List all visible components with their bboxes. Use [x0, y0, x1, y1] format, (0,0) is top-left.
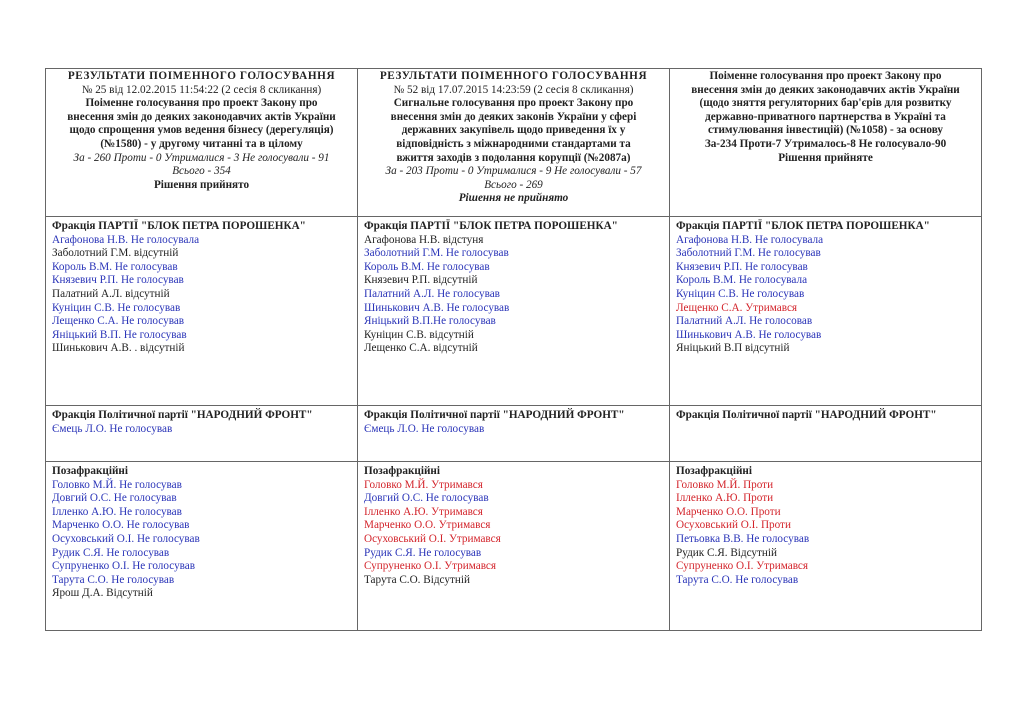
deputy-vote-entry: Ілленко А.Ю. Проти — [676, 492, 774, 505]
deputy-vote-entry: Осуховський О.І. Утримався — [364, 532, 501, 545]
bpp-faction-row — [46, 217, 982, 406]
deputy-vote-entry: Петьовка В.В. Не голосував — [676, 532, 810, 545]
faction-title: Фракція ПАРТІЇ "БЛОК ПЕТРА ПОРОШЕНКА" — [52, 220, 306, 232]
deputy-vote-entry: Довгий О.С. Не голосував — [364, 492, 489, 505]
header-line: № 25 від 12.02.2015 11:54:22 (2 сесія 8 скликання) — [81, 83, 322, 96]
header-row — [46, 69, 982, 217]
deputy-vote-entry: Шинькович А.В. Не голосував — [676, 328, 822, 341]
deputy-vote-entry: Рудик С.Я. Не голосував — [364, 546, 482, 559]
deputy-vote-entry: Заболотний Г.М. Не голосував — [676, 247, 821, 260]
faction-title: Позафракційні — [364, 465, 440, 477]
deputy-vote-entry: Рудик С.Я. Відсутній — [676, 546, 777, 559]
header-line: Рішення прийняте — [778, 151, 873, 164]
header-line: щодо спрощення умов ведення бізнесу (дерегуляція) — [69, 124, 334, 137]
deputy-vote-entry: Палатний А.Л. Не голосував — [364, 287, 500, 300]
deputy-vote-entry: Ілленко А.Ю. Утримався — [364, 505, 483, 518]
deputy-vote-entry: Головко М.Й. Проти — [676, 478, 774, 491]
faction-cell — [46, 406, 358, 462]
header-line: внесення змін до деяких законодавчих актів України — [691, 83, 960, 96]
deputy-vote-entry: Головко М.Й. Утримався — [364, 478, 483, 491]
faction-title: Фракція ПАРТІЇ "БЛОК ПЕТРА ПОРОШЕНКА" — [676, 220, 930, 232]
deputy-vote-entry: Осуховський О.І. Не голосував — [52, 532, 200, 545]
deputy-vote-entry: Ємець Л.О. Не голосував — [52, 422, 173, 435]
deputy-vote-entry: Князевич Р.П. Не голосував — [676, 260, 808, 273]
faction-cell — [358, 217, 670, 406]
vote-header-cell — [358, 69, 670, 217]
deputy-vote-entry: Головко М.Й. Не голосував — [52, 478, 182, 491]
deputy-vote-entry: Лещенко С.А. відсутній — [364, 342, 478, 355]
header-line: РЕЗУЛЬТАТИ ПОІМЕННОГО ГОЛОСУВАННЯ — [379, 70, 648, 82]
header-line: Всього - 354 — [172, 165, 231, 178]
deputy-vote-entry: Марченко О.О. Утримався — [364, 519, 491, 532]
deputy-vote-entry: Яніцький В.П.Не голосував — [364, 315, 496, 328]
faction-title: Позафракційні — [676, 465, 752, 477]
header-line: державно-приватного партнерства в Україні та — [705, 110, 946, 123]
deputy-vote-entry: Куніцин С.В. Не голосував — [52, 301, 181, 314]
deputy-vote-entry: Куніцин С.В. відсутній — [364, 328, 474, 341]
header-line: Поіменне голосування про проект Закону про — [709, 70, 942, 82]
deputy-vote-entry: Палатний А.Л. відсутній — [52, 287, 170, 300]
header-line: внесення змін до деяких законів України у сфері — [390, 110, 637, 123]
vote-header-cell — [670, 69, 982, 217]
deputy-vote-entry: Тарута С.О. Не голосував — [52, 573, 175, 586]
header-line: За - 203 Проти - 0 Утрималися - 9 Не голосували - 57 — [385, 165, 642, 178]
header-line: За - 260 Проти - 0 Утрималися - 3 Не голосували - 91 — [73, 151, 330, 164]
deputy-vote-entry: Король В.М. Не голосувала — [676, 274, 808, 287]
header-line: стимулювання інвестицій) (№1058) - за основу — [707, 124, 944, 137]
deputy-vote-entry: Супруненко О.І. Не голосував — [52, 560, 196, 573]
deputy-vote-entry: Лещенко С.А. Не голосував — [52, 315, 185, 328]
deputy-vote-entry: Шинькович А.В. . відсутній — [52, 342, 185, 355]
faction-title: Фракція Політичної партії "НАРОДНИЙ ФРОНТ" — [364, 409, 625, 421]
faction-cell — [358, 462, 670, 631]
deputy-vote-entry: Марченко О.О. Проти — [676, 505, 781, 518]
deputy-vote-entry: Агафонова Н.В. Не голосувала — [52, 233, 200, 246]
deputy-vote-entry: Князевич Р.П. Не голосував — [52, 274, 184, 287]
header-line: державних закупівель щодо приведення їх у — [401, 124, 626, 137]
header-line: (№1580) - у другому читанні та в цілому — [100, 137, 303, 150]
nf-faction-row — [46, 406, 982, 462]
header-line: (щодо зняття регуляторних бар'єрів для розвитку — [699, 97, 952, 110]
vote-header-cell — [46, 69, 358, 217]
header-line: За-234 Проти-7 Утрималось-8 Не голосувало-90 — [704, 137, 947, 150]
deputy-vote-entry: Король В.М. Не голосував — [52, 260, 178, 273]
faction-title: Фракція Політичної партії "НАРОДНИЙ ФРОНТ" — [52, 409, 313, 421]
header-line: № 52 від 17.07.2015 14:23:59 (2 сесія 8 скликання) — [393, 83, 634, 96]
deputy-vote-entry: Заболотний Г.М. Не голосував — [364, 247, 509, 260]
header-line: Сигнальне голосування про проект Закону про — [393, 97, 634, 110]
deputy-vote-entry: Ярош Д.А. Відсутній — [52, 587, 153, 600]
header-line: РЕЗУЛЬТАТИ ПОІМЕННОГО ГОЛОСУВАННЯ — [67, 70, 336, 82]
header-line: внесення змін до деяких законодавчих актів України — [67, 110, 336, 123]
deputy-vote-entry: Яніцький В.П. Не голосував — [52, 328, 187, 341]
deputy-vote-entry: Осуховський О.І. Проти — [676, 519, 791, 532]
deputy-vote-entry: Палатний А.Л. Не голосовав — [676, 315, 813, 328]
deputy-vote-entry: Супруненко О.І. Утримався — [364, 560, 497, 573]
deputy-vote-entry: Марченко О.О. Не голосував — [52, 519, 190, 532]
deputy-vote-entry: Шинькович А.В. Не голосував — [364, 301, 510, 314]
header-line: вжиття заходів з подолання корупції (№2087а) — [396, 151, 631, 164]
faction-title: Фракція ПАРТІЇ "БЛОК ПЕТРА ПОРОШЕНКА" — [364, 220, 618, 232]
deputy-vote-entry: Агафонова Н.В. Не голосувала — [676, 233, 824, 246]
faction-cell — [46, 462, 358, 631]
deputy-vote-entry: Агафонова Н.В. відстуня — [364, 233, 484, 246]
faction-cell — [358, 406, 670, 462]
deputy-vote-entry: Довгий О.С. Не голосував — [52, 492, 177, 505]
faction-cell — [670, 406, 982, 462]
deputy-vote-entry: Заболотний Г.М. відсутній — [52, 247, 179, 260]
non-faction-row — [46, 462, 982, 631]
faction-title: Фракція Політичної партії "НАРОДНИЙ ФРОНТ" — [676, 409, 937, 421]
deputy-vote-entry: Ілленко А.Ю. Не голосував — [52, 505, 182, 518]
deputy-vote-entry: Ємець Л.О. Не голосував — [364, 422, 485, 435]
header-line: відповідність з міжнародними стандартами та — [396, 137, 631, 150]
vote-comparison-table — [45, 68, 982, 631]
header-line: Всього - 269 — [484, 178, 543, 191]
deputy-vote-entry: Куніцин С.В. Не голосував — [676, 287, 805, 300]
deputy-vote-entry: Супруненко О.І. Утримався — [676, 560, 809, 573]
header-line: Рішення не прийнято — [458, 192, 569, 205]
faction-cell — [670, 462, 982, 631]
deputy-vote-entry: Тарута С.О. Не голосував — [676, 573, 799, 586]
deputy-vote-entry: Рудик С.Я. Не голосував — [52, 546, 170, 559]
deputy-vote-entry: Тарута С.О. Відсутній — [364, 573, 470, 586]
faction-title: Позафракційні — [52, 465, 128, 477]
header-line: Рішення прийнято — [153, 178, 250, 191]
deputy-vote-entry: Лещенко С.А. Утримався — [676, 301, 798, 314]
faction-cell — [670, 217, 982, 406]
header-line: Поіменне голосування про проект Закону про — [85, 97, 318, 110]
deputy-vote-entry: Яніцький В.П відсутній — [676, 342, 790, 355]
deputy-vote-entry: Король В.М. Не голосував — [364, 260, 490, 273]
faction-cell — [46, 217, 358, 406]
deputy-vote-entry: Князевич Р.П. відсутній — [364, 274, 478, 287]
